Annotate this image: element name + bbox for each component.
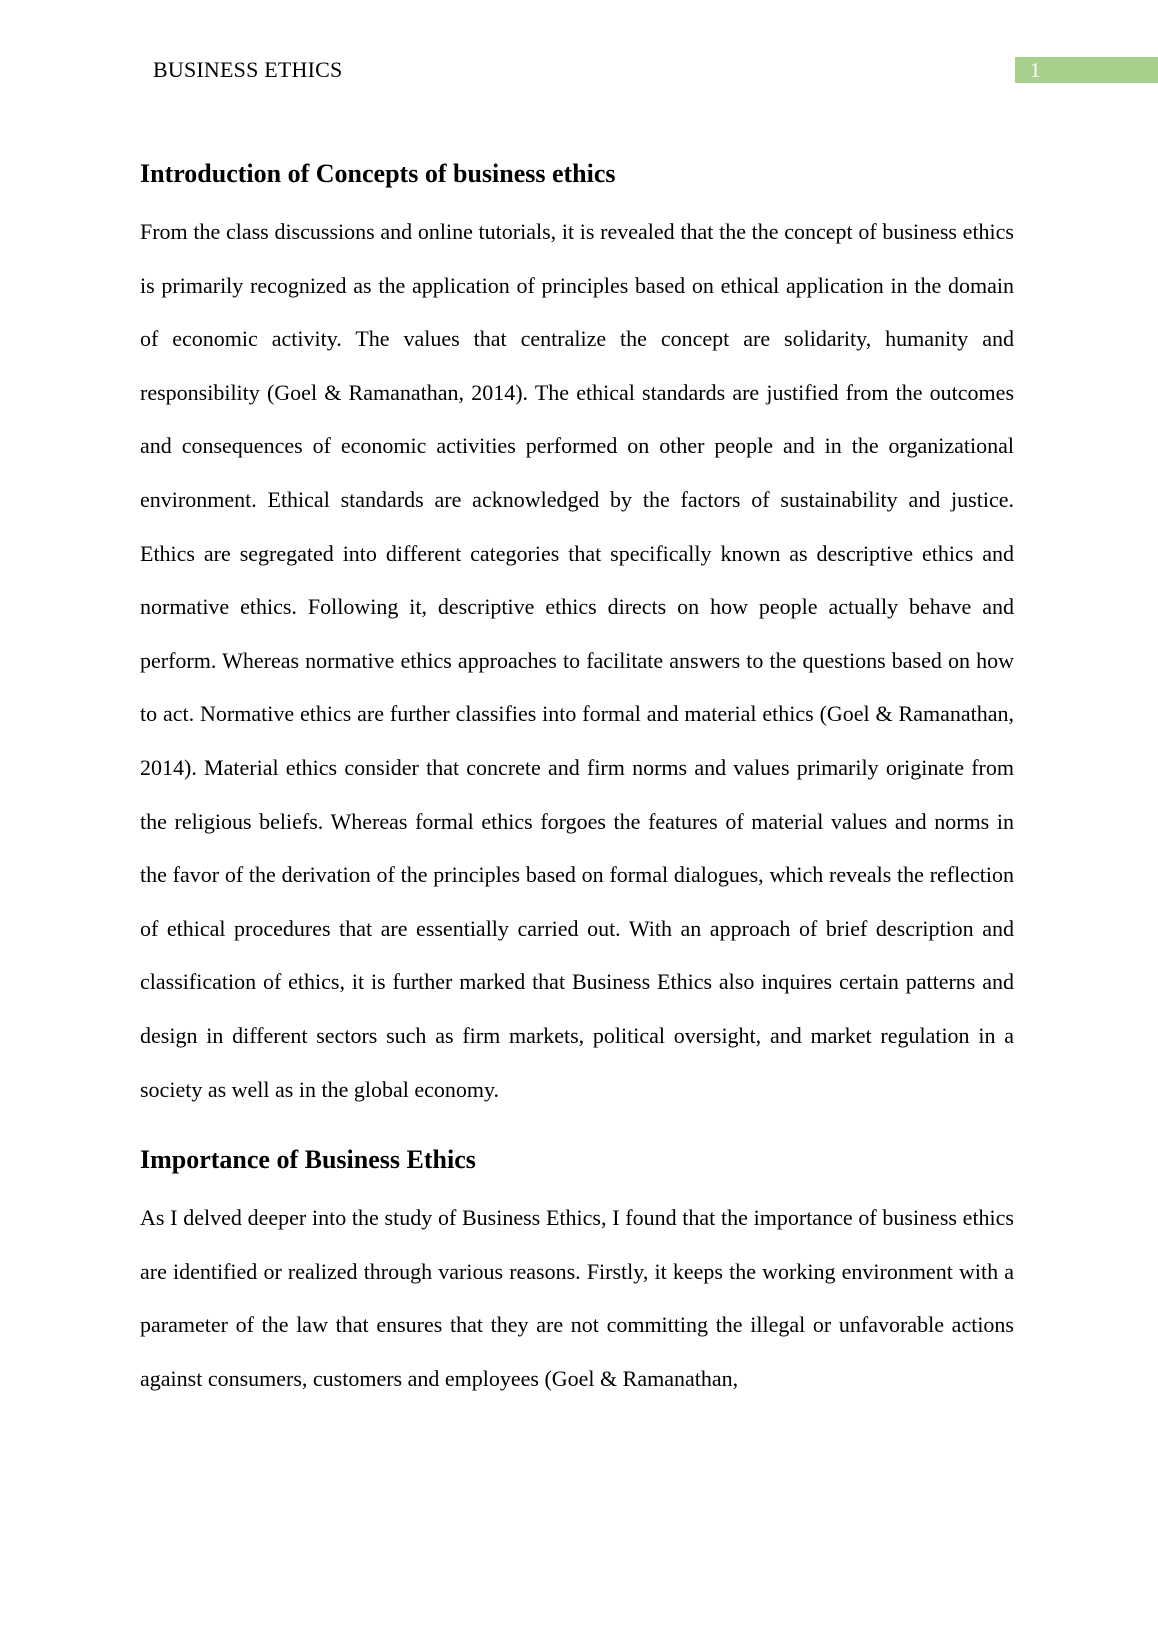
document-body bbox=[140, 157, 1014, 1405]
page-number: 1 bbox=[1030, 58, 1041, 82]
section-paragraph-introduction: From the class discussions and online tutorials, it is revealed that the the concept of business ethics is primarily recognized as the application of principles based on ethical application in the domain of economic activity. The values that centralize the concept are solidarity, humanity and responsibility (Goel & Ramanathan, 2014). The ethical standards are justified from the outcomes and consequences of economic activities performed on other people and in the organizational environment. Ethical standards are acknowledged by the factors of sustainability and justice. Ethics are segregated into different categories that specifically known as descriptive ethics and normative ethics. Following it, descriptive ethics directs on how people actually behave and perform. Whereas normative ethics approaches to facilitate answers to the questions based on how to act. Normative ethics are further classifies into formal and material ethics (Goel & Ramanathan, 2014). Material ethics consider that concrete and firm norms and values primarily originate from the religious beliefs. Whereas formal ethics forgoes the features of material values and norms in the favor of the derivation of the principles based on formal dialogues, which reveals the reflection of ethical procedures that are essentially carried out. With an approach of brief description and classification of ethics, it is further marked that Business Ethics also inquires certain patterns and design in different sectors such as firm markets, political oversight, and market regulation in a society as well as in the global economy. bbox=[140, 219, 1014, 1102]
page-number-bar bbox=[1015, 57, 1158, 83]
running-head: BUSINESS ETHICS bbox=[153, 57, 343, 82]
section-heading-introduction: Introduction of Concepts of business ethics bbox=[140, 159, 616, 188]
section-paragraph-importance: As I delved deeper into the study of Business Ethics, I found that the importance of business ethics are identified or realized through various reasons. Firstly, it keeps the working environment with a parameter of the law that ensures that they are not committing the illegal or unfavorable actions against consumers, customers and employees (Goel & Ramanathan, bbox=[140, 1205, 1014, 1391]
section-heading-importance: Importance of Business Ethics bbox=[140, 1145, 476, 1175]
